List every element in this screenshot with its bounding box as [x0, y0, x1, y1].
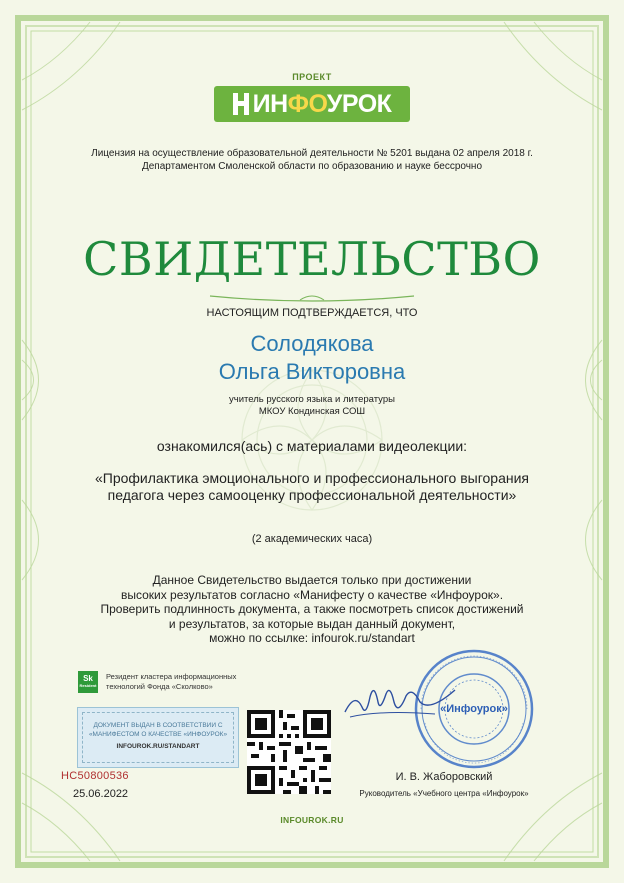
- verification-notice: [0, 573, 624, 646]
- manifest-line-1: ДОКУМЕНТ ВЫДАН В СООТВЕТСТВИИ С: [93, 722, 223, 729]
- skolkovo-badge-top: Sk: [83, 674, 93, 683]
- logo-highlight: ФО: [287, 89, 327, 118]
- recipient-given-names: Ольга Викторовна: [218, 359, 406, 384]
- course-title-line-2: педагога через самооценку профессиональной деятельности»: [107, 487, 517, 503]
- course-hours: (2 академических часа): [251, 533, 373, 545]
- logo-mark-icon: [233, 93, 249, 115]
- course-title: [0, 470, 624, 504]
- skolkovo-line-2: технологий Фонда «Сколково»: [106, 682, 213, 691]
- certificate-title: СВИДЕТЕЛЬСТВО: [83, 232, 541, 286]
- signature: [340, 672, 460, 732]
- signatory-role: Руководитель «Учебного центра «Инфоурок»: [359, 789, 529, 798]
- seal-center-text: «Инфоурок»: [440, 703, 508, 715]
- skolkovo-badge-bottom: Resident: [79, 683, 97, 688]
- skolkovo-text: [106, 672, 236, 692]
- license-line-2: Департаментом Смоленской области по образованию и науке бессрочно: [141, 161, 483, 172]
- recipient-name: [0, 330, 624, 386]
- infourok-logo: [214, 86, 410, 122]
- qr-code[interactable]: [247, 710, 331, 794]
- manifest-box-inner: [82, 712, 234, 763]
- notice-line-4: и результатов, за которые выдан данный документ,: [168, 616, 456, 631]
- manifest-box: [77, 707, 239, 768]
- recipient-surname: Солодякова: [250, 331, 374, 356]
- footer-url[interactable]: INFOUROK.RU: [280, 815, 344, 825]
- notice-line-3: Проверить подлинность документа, а также посмотреть список достижений: [100, 602, 524, 617]
- registration-number: НС50800536: [61, 770, 129, 782]
- notice-line-5: можно по ссылке: infourok.ru/standart: [209, 631, 415, 646]
- registration-date: 25.06.2022: [73, 788, 129, 800]
- recipient-job: учитель русского языка и литературы: [229, 394, 395, 405]
- license-text: [0, 147, 624, 173]
- manifest-url: INFOUROK.RU/STANDART: [116, 743, 200, 750]
- notice-line-1: Данное Свидетельство выдается только при достижении: [152, 573, 472, 587]
- license-line-1: Лицензия на осуществление образовательной деятельности № 5201 выдана 02 апреля 2018 г.: [91, 148, 533, 159]
- logo-text: ИНФОУРОК: [252, 89, 392, 118]
- course-title-line-1: «Профилактика эмоционального и профессионального выгорания: [94, 470, 530, 486]
- recipient-organization: МКОУ Кондинская СОШ: [258, 406, 366, 417]
- recipient-position: [0, 394, 624, 418]
- skolkovo-badge: [78, 671, 98, 693]
- notice-line-2: высоких результатов согласно «Манифесту о качестве «Инфоурок».: [120, 587, 504, 602]
- confirm-text: НАСТОЯЩИМ ПОДТВЕРЖДАЕТСЯ, ЧТО: [206, 307, 418, 319]
- signatory-name: И. В. Жаборовский: [395, 771, 493, 783]
- project-label: ПРОЕКТ: [292, 72, 332, 82]
- manifest-line-2: «МАНИФЕСТОМ О КАЧЕСТВЕ «ИНФОУРОК»: [88, 731, 228, 738]
- course-intro: ознакомился(ась) с материалами видеолекции:: [156, 438, 468, 454]
- skolkovo-line-1: Резидент кластера информационных: [106, 672, 237, 681]
